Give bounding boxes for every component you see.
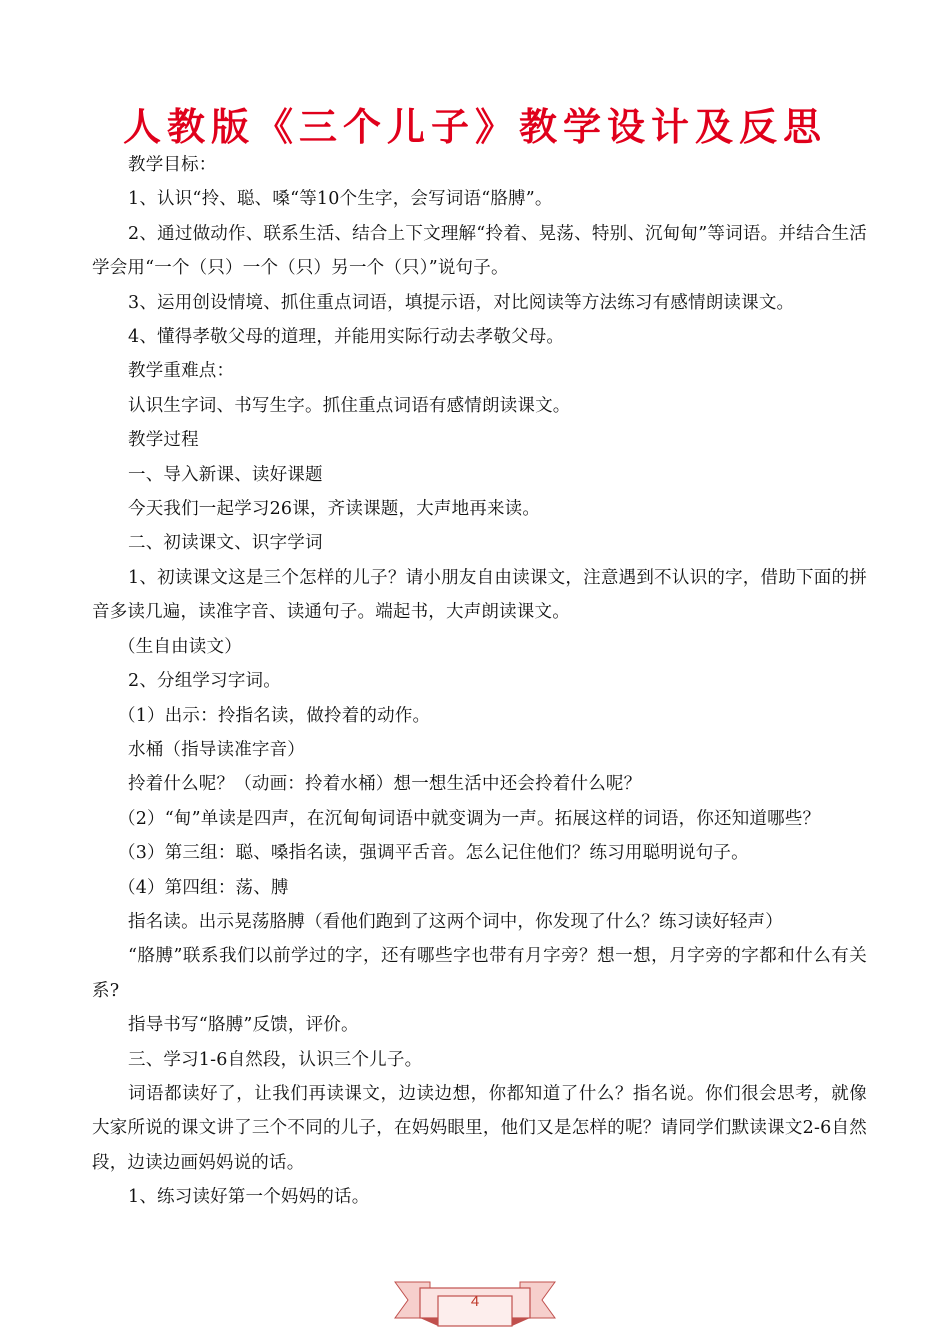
section-heading-objectives: 教学目标：: [128, 155, 217, 175]
paragraph: （1）出示：拎指名读，做拎着的动作。: [118, 705, 431, 726]
paragraph: （4）第四组：荡、膊: [118, 877, 289, 898]
paragraph: 词语都读好了，让我们再读课文，边读边想，你都知道了什么？指名说。你们很会思考，就像大家所说的课文讲了三个不同的儿子，在妈妈眼里，他们又是怎样的呢？请同学们默读课文2-6自然段，边读边画妈妈说的话。: [92, 1083, 867, 1173]
page-number: 4: [470, 1293, 480, 1310]
paragraph: “胳膊”联系我们以前学过的字，还有哪些字也带有月字旁？想一想，月字旁的字都和什么有关系?: [92, 946, 867, 1001]
ribbon-left-fold: [420, 1318, 438, 1326]
section-heading-part-1: 一、导入新课、读好课题: [128, 464, 323, 485]
paragraph: 今天我们一起学习26课，齐读课题，大声地再来读。: [128, 499, 541, 520]
paragraph: 1、初读课文这是三个怎样的儿子？请小朋友自由读课文，注意遇到不认识的字，借助下面的拼音多读几遍，读准字音、读通句子。端起书，大声朗读课文。: [92, 567, 867, 623]
paragraph: 2、分组学习字词。: [128, 671, 281, 692]
paragraph: 1、练习读好第一个妈妈的话。: [128, 1187, 370, 1208]
paragraph: 拎着什么呢？（动画：拎着水桶）想一想生活中还会拎着什么呢？: [128, 774, 642, 795]
paragraph: 1、认识“拎、聪、嗓“等10个生字，会写词语“胳膊”。: [128, 189, 553, 210]
page-footer: [0, 1268, 950, 1344]
paragraph: 2、通过做动作、联系生活、结合上下文理解“拎着、晃荡、特别、沉甸甸”等词语。并结合生活学会用“一个（只）一个（只）另一个（只）”说句子。: [92, 223, 867, 279]
paragraph: 指导书写“胳膊”反馈，评价。: [128, 1015, 359, 1036]
ribbon-right-fold: [512, 1318, 530, 1326]
paragraph: 4、懂得孝敬父母的道理，并能用实际行动去孝敬父母。: [128, 327, 565, 348]
paragraph: （2）“甸”单读是四声，在沉甸甸词语中就变调为一声。拓展这样的词语，你还知道哪些？: [118, 808, 821, 829]
paragraph: （生自由读文）: [118, 636, 242, 657]
section-heading-process: 教学过程: [128, 430, 199, 451]
document-body: [92, 148, 867, 1215]
paragraph: （3）第三组：聪、嗓指名读，强调平舌音。怎么记住他们？练习用聪明说句子。: [118, 843, 749, 864]
paragraph: 水桶（指导读准字音）: [128, 739, 305, 760]
page-title: 人教版《三个儿子》教学设计及反思: [122, 105, 827, 149]
paragraph: 认识生字词、书写生字。抓住重点词语有感情朗读课文。: [128, 395, 571, 416]
paragraph: 指名读。出示晃荡胳膊（看他们跑到了这两个词中，你发现了什么？练习读好轻声）: [128, 911, 783, 932]
paragraph: 3、运用创设情境、抓住重点词语，填提示语，对比阅读等方法练习有感情朗读课文。: [128, 292, 795, 313]
section-heading-part-3: 三、学习1-6自然段，认识三个儿子。: [128, 1049, 423, 1070]
section-heading-key-points: 教学重难点：: [128, 361, 235, 382]
section-heading-part-2: 二、初读课文、识字学词: [128, 533, 323, 554]
